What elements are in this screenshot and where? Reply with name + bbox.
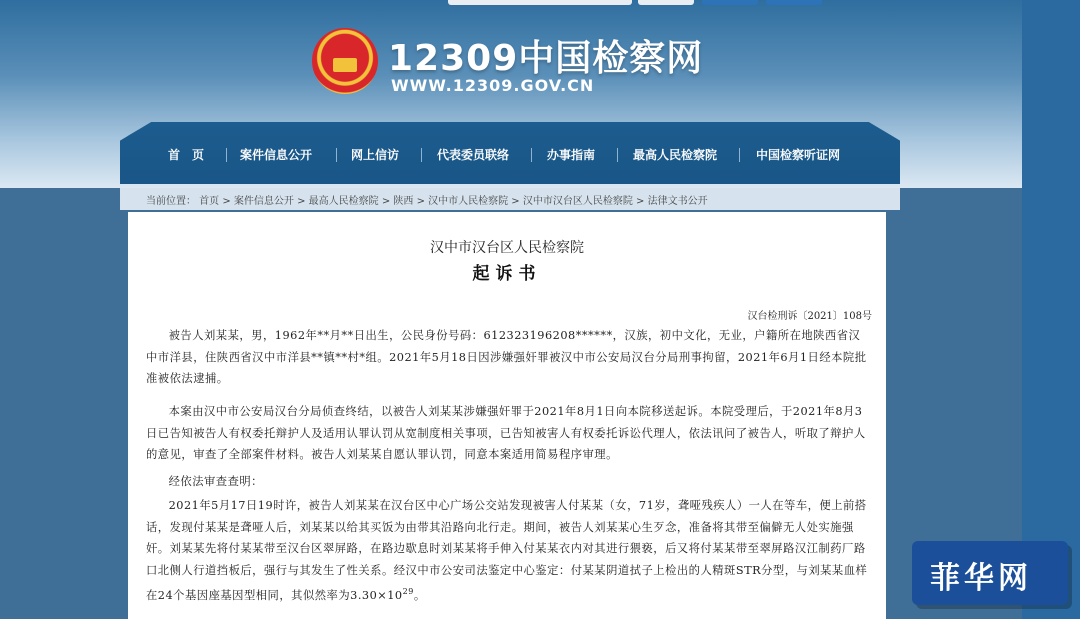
nav-separator [617,148,618,162]
site-title[interactable]: 12309中国检察网 [388,38,704,79]
nav-item-guide[interactable]: 办事指南 [547,148,596,162]
nav-separator [226,148,227,162]
watermark-text: 菲华网 [930,561,1032,596]
paragraph-findings-heading: 经依法审查查明： [168,475,263,488]
national-emblem-logo [312,28,378,94]
nav-separator [531,148,532,162]
exponent-text: 29 [402,587,414,596]
nav-item-hearing[interactable]: 中国检察听证网 [756,148,841,162]
breadcrumb[interactable]: 当前位置： 首页 > 案件信息公开 > 最高人民检察院 > 陕西 > 汉中市人民检察院 > 汉中市汉台区人民检察院 > 法律文书公开 [146,196,708,207]
nav-separator [421,148,422,162]
search-button[interactable] [638,0,694,5]
document-title: 起诉书 [472,264,542,284]
nav-item-home[interactable]: 首 页 [168,148,205,162]
nav-separator [739,148,740,162]
register-button[interactable] [766,0,822,5]
nav-item-case-info[interactable]: 案件信息公开 [240,148,313,162]
nav-separator [336,148,337,162]
nav-item-supreme-procuratorate[interactable]: 最高人民检察院 [633,148,718,162]
paragraph-facts-text: 2021年5月17日19时许，被告人刘某某在汉台区中心广场公交站发现被害人付某某（女，71岁，聋哑残疾人）一人在等车，便上前搭话，发现付某某是聋哑人后，刘某某以给其买饭为由带其沿路向北行走。期间，被告人刘某某心生歹念，准备将其带至偏僻无人处实施强奸。刘某某先将付某某带至汉台区翠屏路，在路边歇息时刘某某将手伸入付某某衣内对其进行猥亵，后又将付某某带至翠屏路汉江制药厂路口北侧人行道挡板后，强行与其发生了性关系。经汉中市公安司法鉴定中心鉴定：付某某阴道拭子上检出的人精斑STR分型，与刘某某血样在24个基因座基因型相同，其似然率为3.30×10 [146,499,868,602]
paragraph-case-procedure: 本案由汉中市公安局汉台分局侦查终结，以被告人刘某某涉嫌强奸罪于2021年8月1日向本院移送起诉。本院受理后，于2021年8月3日已告知被告人有权委托辩护人及适用认罪认罚从宽制度相关事项，已告知被害人有权委托诉讼代理人，依法讯问了被告人，听取了辩护人的意见，审查了全部案件材料。被告人刘某某自愿认罪认罚，同意本案适用简易程序审理。 [146,405,866,461]
paragraph-facts [146,495,872,606]
login-button[interactable] [702,0,758,5]
document-org-name: 汉中市汉台区人民检察院 [430,240,584,256]
page-side-strip [1022,0,1080,619]
nav-item-deputy-liaison[interactable]: 代表委员联络 [437,148,510,162]
document-number: 汉台检刑诉〔2021〕108号 [747,311,872,322]
search-input[interactable] [448,0,632,5]
paragraph-end-mark: 。 [413,588,426,602]
paragraph-defendant-info: 被告人刘某某，男，1962年**月**日出生，公民身份号码：612323196208******，汉族，初中文化，无业，户籍所在地陕西省汉中市洋县，住陕西省汉中市洋县**镇**村*组。2021年5月18日因涉嫌强奸罪被汉中市公安局汉台分局刑事拘留，2021年6月1日经本院批准被依法逮捕。 [146,329,867,385]
site-url: WWW.12309.GOV.CN [391,76,595,95]
nav-item-petition[interactable]: 网上信访 [351,148,400,162]
